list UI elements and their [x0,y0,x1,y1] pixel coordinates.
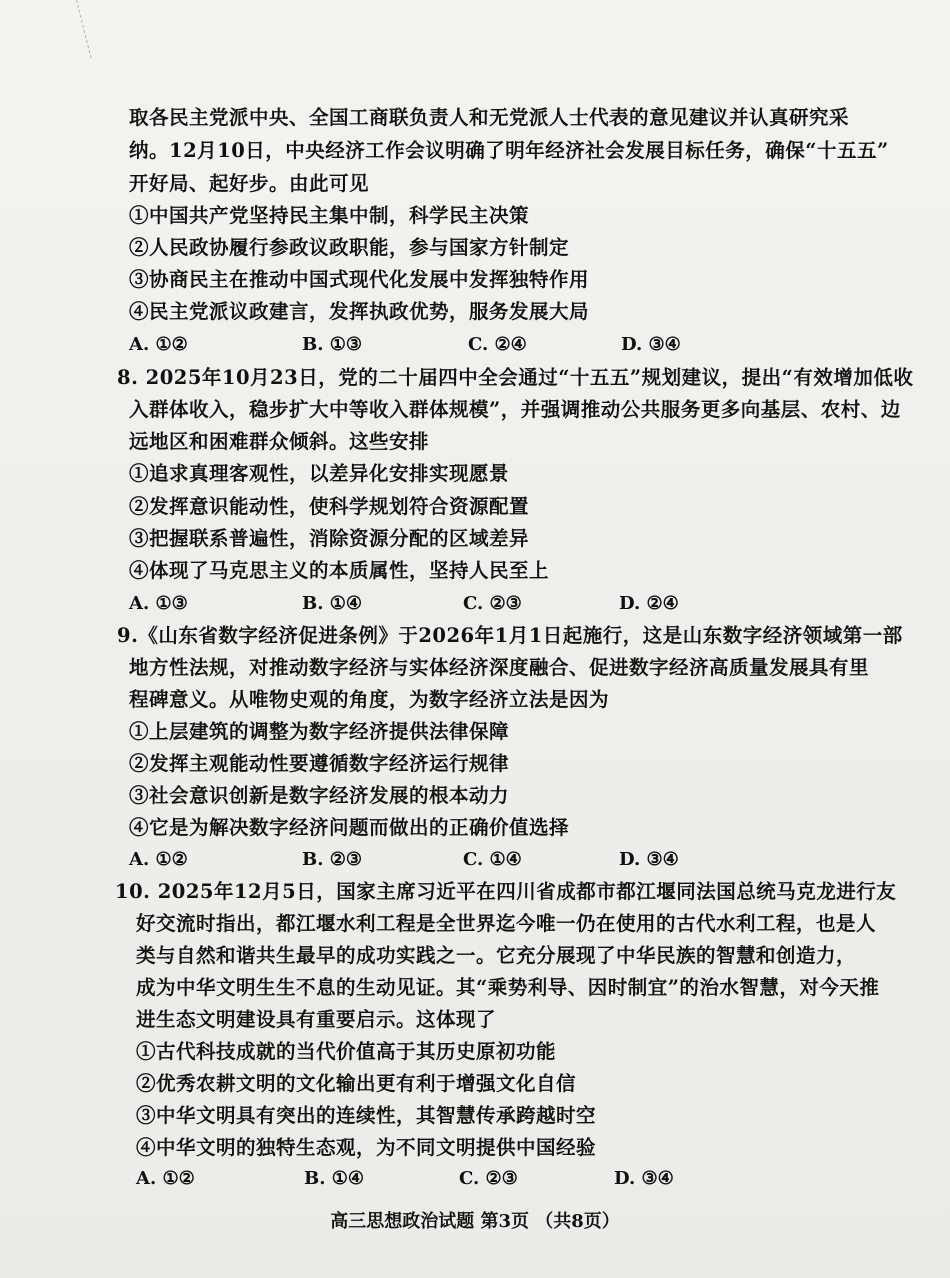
option-a: A. ①② [129,849,188,870]
option-a: A. ①③ [129,593,188,614]
option-c: C. ②③ [459,1168,518,1189]
option-c: C. ②④ [468,334,527,355]
q9-item: ①上层建筑的调整为数字经济提供法律保障 [129,720,510,743]
q10-item: ③中华文明具有突出的连续性，其智慧传承跨越时空 [136,1104,597,1127]
q8-item: ①追求真理客观性，以差异化安排实现愿景 [129,462,510,485]
q7-stem-line: 开好局、起好步。由此可见 [129,172,370,195]
q7-item: ①中国共产党坚持民主集中制，科学民主决策 [129,204,530,227]
page-footer: 高三思想政治试题 第3页 （共8页） [330,1211,620,1232]
option-a: A. ①② [136,1168,195,1189]
q9-options [129,851,829,871]
q10-options [136,1170,836,1190]
scan-mark [76,0,93,58]
option-d: D. ③④ [614,1168,674,1189]
q9-item: ③社会意识创新是数字经济发展的根本动力 [129,784,510,807]
option-b: B. ①④ [304,1168,365,1189]
option-d: D. ③④ [619,849,679,870]
q9-item: ④它是为解决数字经济问题而做出的正确价值选择 [129,816,570,839]
q7-stem-line: 取各民主党派中央、全国工商联负责人和无党派人士代表的意见建议并认真研究采 [129,106,850,129]
q9-stem-line: 程碑意义。从唯物史观的角度，为数字经济立法是因为 [129,688,610,711]
q10-stem-line: 类与自然和谐共生最早的成功实践之一。它充分展现了中华民族的智慧和创造力， [136,944,857,967]
q9-stem-line: 地方性法规，对推动数字经济与实体经济深度融合、促进数字经济高质量发展具有里 [129,656,870,679]
q10-stem-line: 进生态文明建设具有重要启示。这体现了 [136,1008,497,1031]
option-a: A. ①② [129,334,188,355]
q7-item: ②人民政协履行参政议政职能，参与国家方针制定 [129,236,570,259]
q10-stem-line: 10. 2025年12月5日，国家主席习近平在四川省成都市都江堰同法国总统马克龙进行友 [115,880,897,903]
option-d: D. ③④ [621,334,681,355]
q8-stem-line: 入群体收入，稳步扩大中等收入群体规模”，并强调推动公共服务更多向基层、农村、边 [129,398,901,421]
q10-item: ②优秀农耕文明的文化输出更有利于增强文化自信 [136,1072,577,1095]
q7-item: ④民主党派议政建言，发挥执政优势，服务发展大局 [129,300,590,323]
q8-stem-line: 8. 2025年10月23日，党的二十届四中全会通过“十五五”规划建议，提出“有效增加低收 [117,366,914,389]
option-b: B. ①④ [302,593,363,614]
q10-stem-line: 成为中华文明生生不息的生动见证。其“乘势利导、因时制宜”的治水智慧，对今天推 [136,976,880,999]
q7-options [129,336,829,356]
option-c: C. ①④ [463,849,522,870]
option-b: B. ②③ [302,849,363,870]
option-d: D. ②④ [619,593,679,614]
q8-stem-line: 远地区和困难群众倾斜。这些安排 [129,430,430,453]
q9-stem-line: 9.《山东省数字经济促进条例》于2026年1月1日起施行，这是山东数字经济领域第一部 [117,624,903,647]
q7-item: ③协商民主在推动中国式现代化发展中发挥独特作用 [129,268,590,291]
q9-item: ②发挥主观能动性要遵循数字经济运行规律 [129,752,510,775]
option-c: C. ②③ [463,593,522,614]
q8-item: ②发挥意识能动性，使科学规划符合资源配置 [129,495,530,518]
q10-stem-line: 好交流时指出，都江堰水利工程是全世界迄今唯一仍在使用的古代水利工程，也是人 [136,912,877,935]
q7-stem-line: 纳。12月10日，中央经济工作会议明确了明年经济社会发展目标任务，确保“十五五” [129,139,889,162]
option-b: B. ①③ [302,334,363,355]
q10-item: ④中华文明的独特生态观，为不同文明提供中国经验 [136,1136,597,1159]
q10-item: ①古代科技成就的当代价值高于其历史原初功能 [136,1040,557,1063]
q8-options [129,595,829,615]
q8-item: ③把握联系普遍性，消除资源分配的区域差异 [129,527,530,550]
q8-item: ④体现了马克思主义的本质属性，坚持人民至上 [129,559,550,582]
